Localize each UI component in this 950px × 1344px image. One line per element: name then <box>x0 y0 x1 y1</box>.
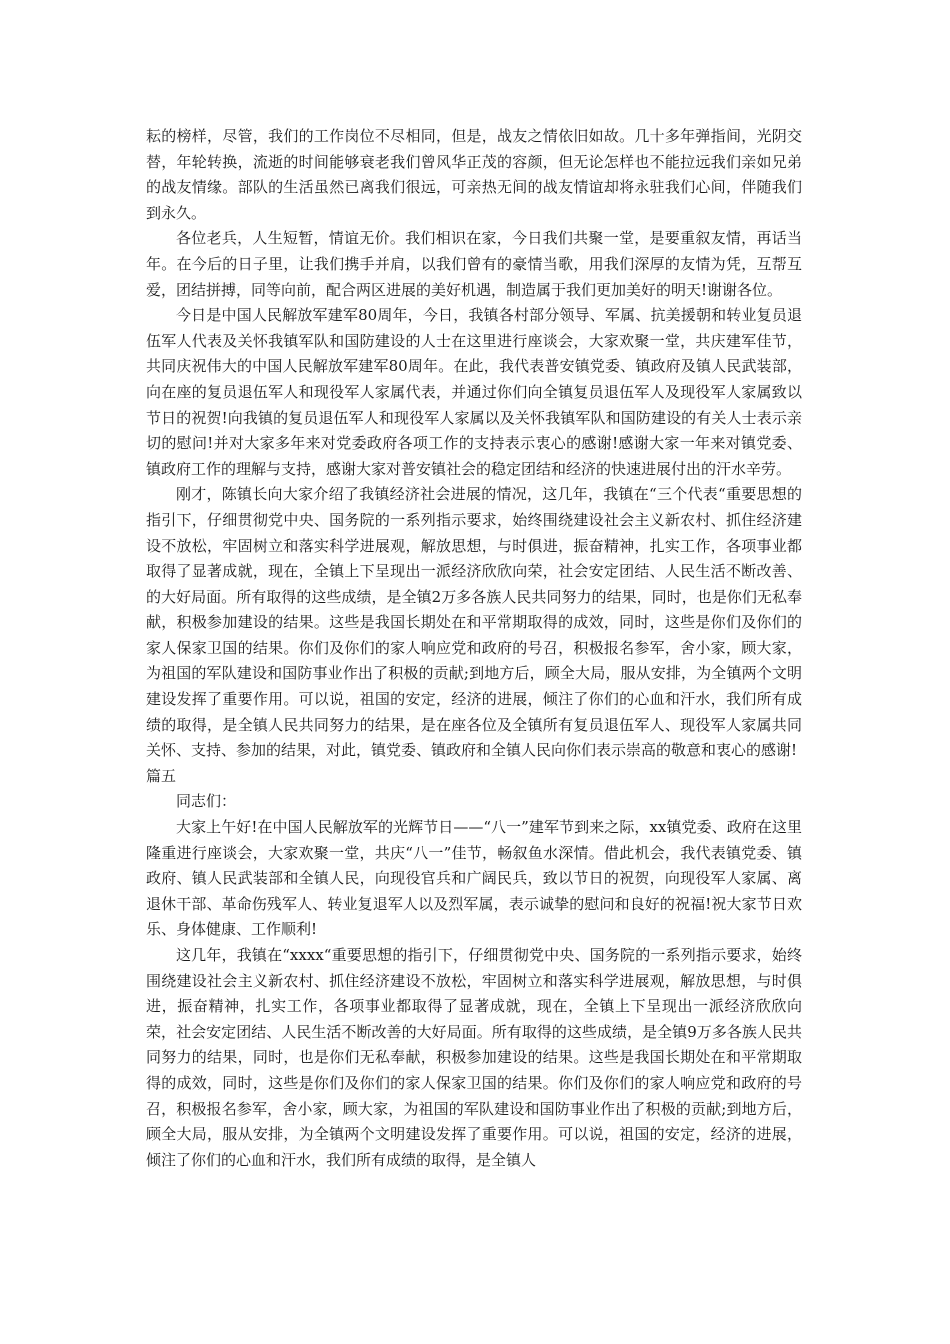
paragraph-veterans: 各位老兵，人生短暂，情谊无价。我们相识在家，今日我们共聚一堂，是要重叙友情，再话当年。在今后的日子里，让我们携手并肩，以我们曾有的豪情当歌，用我们深厚的友情为凭，互帮互爱，团结拼搏，同等向前，配合两区进展的美好机遇，制造属于我们更加美好的明天!谢谢各位。 <box>146 229 802 299</box>
paragraph-continuation: 耘的榜样，尽管，我们的工作岗位不尽相同，但是，战友之情依旧如故。几十多年弹指间，光阴交替，年轮转换，流逝的时间能够衰老我们曾风华正茂的容颜，但无论怎样也不能拉远我们亲如兄弟的战友情缘。部队的生活虽然已离我们很远，可亲热无间的战友情谊却将永驻我们心间，伴随我们到永久。 <box>146 127 802 222</box>
paragraph-greeting: 大家上午好!在中国人民解放军的光辉节日——“八一”建军节到来之际，xx镇党委、政府在这里隆重进行座谈会，大家欢聚一堂，共庆“八一”佳节，畅叙鱼水深情。借此机会，我代表镇党委、镇政府、镇人民武装部和全镇人民，向现役官兵和广阔民兵，致以节日的祝贺，向现役军人家属、离退休干部、革命伤残军人、转业复退军人以及烈军属，表示诚挚的慰问和良好的祝福!祝大家节日欢乐、身体健康、工作顺利! <box>146 818 802 939</box>
paragraph-anniversary: 今日是中国人民解放军建军80周年，今日，我镇各村部分领导、军属、抗美援朝和转业复员退伍军人代表及关怀我镇军队和国防建设的人士在这里进行座谈会，大家欢聚一堂，共庆建军佳节，共同庆祝伟大的中国人民解放军建军80周年。在此，我代表普安镇党委、镇政府及镇人民武装部，向在座的复员退伍军人和现役军人家属代表，并通过你们向全镇复员退伍军人及现役军人家属致以节日的祝贺!向我镇的复员退伍军人和现役军人家属以及关怀我镇军队和国防建设的有关人士表示亲切的慰问!并对大家多年来对党委政府各项工作的支持表示衷心的感谢!感谢大家一年来对镇党委、镇政府工作的理解与支持，感谢大家对普安镇社会的稳定团结和经济的快速进展付出的汗水辛劳。 <box>146 306 802 478</box>
section-title: 篇五 <box>146 766 177 785</box>
document-body <box>146 124 802 1173</box>
salutation: 同志们： <box>176 792 237 811</box>
paragraph-achievements: 刚才，陈镇长向大家介绍了我镇经济社会进展的情况，这几年，我镇在“三个代表“重要思想的指引下，仔细贯彻党中央、国务院的一系列指示要求，始终围绕建设社会主义新农村、抓住经济建设不放松，牢固树立和落实科学进展观，解放思想，与时俱进，振奋精神，扎实工作，各项事业都取得了显著成就，现在，全镇上下呈现出一派经济欣欣向荣，社会安定团结、人民生活不断改善、的大好局面。所有取得的这些成绩，是全镇2万多各族人民共同努力的结果，同时，也是你们无私奉献，积极参加建设的结果。这些是我国长期处在和平常期取得的成效，同时，这些是你们及你们的家人保家卫国的结果。你们及你们的家人响应党和政府的号召，积极报名参军，舍小家，顾大家，为祖国的军队建设和国防事业作出了积极的贡献;到地方后，顾全大局，服从安排，为全镇两个文明建设发挥了重要作用。可以说，祖国的安定，经济的进展，倾注了你们的心血和汗水，我们所有成绩的取得，是全镇人民共同努力的结果，是在座各位及全镇所有复员退伍军人、现役军人家属共同关怀、支持、参加的结果，对此，镇党委、镇政府和全镇人民向你们表示崇高的敬意和衷心的感谢! <box>146 485 802 760</box>
paragraph-progress: 这几年，我镇在“xxxx“重要思想的指引下，仔细贯彻党中央、国务院的一系列指示要求，始终围绕建设社会主义新农村、抓住经济建设不放松，牢固树立和落实科学进展观，解放思想，与时俱进，振奋精神，扎实工作，各项事业都取得了显著成就，现在，全镇上下呈现出一派经济欣欣向荣，社会安定团结、人民生活不断改善的大好局面。所有取得的这些成绩，是全镇9万多各族人民共同努力的结果，同时，也是你们无私奉献，积极参加建设的结果。这些是我国长期处在和平常期取得的成效，同时，这些是你们及你们的家人保家卫国的结果。你们及你们的家人响应党和政府的号召，积极报名参军，舍小家，顾大家，为祖国的军队建设和国防事业作出了积极的贡献;到地方后，顾全大局，服从安排，为全镇两个文明建设发挥了重要作用。可以说，祖国的安定，经济的进展，倾注了你们的心血和汗水，我们所有成绩的取得，是全镇人 <box>146 946 802 1169</box>
